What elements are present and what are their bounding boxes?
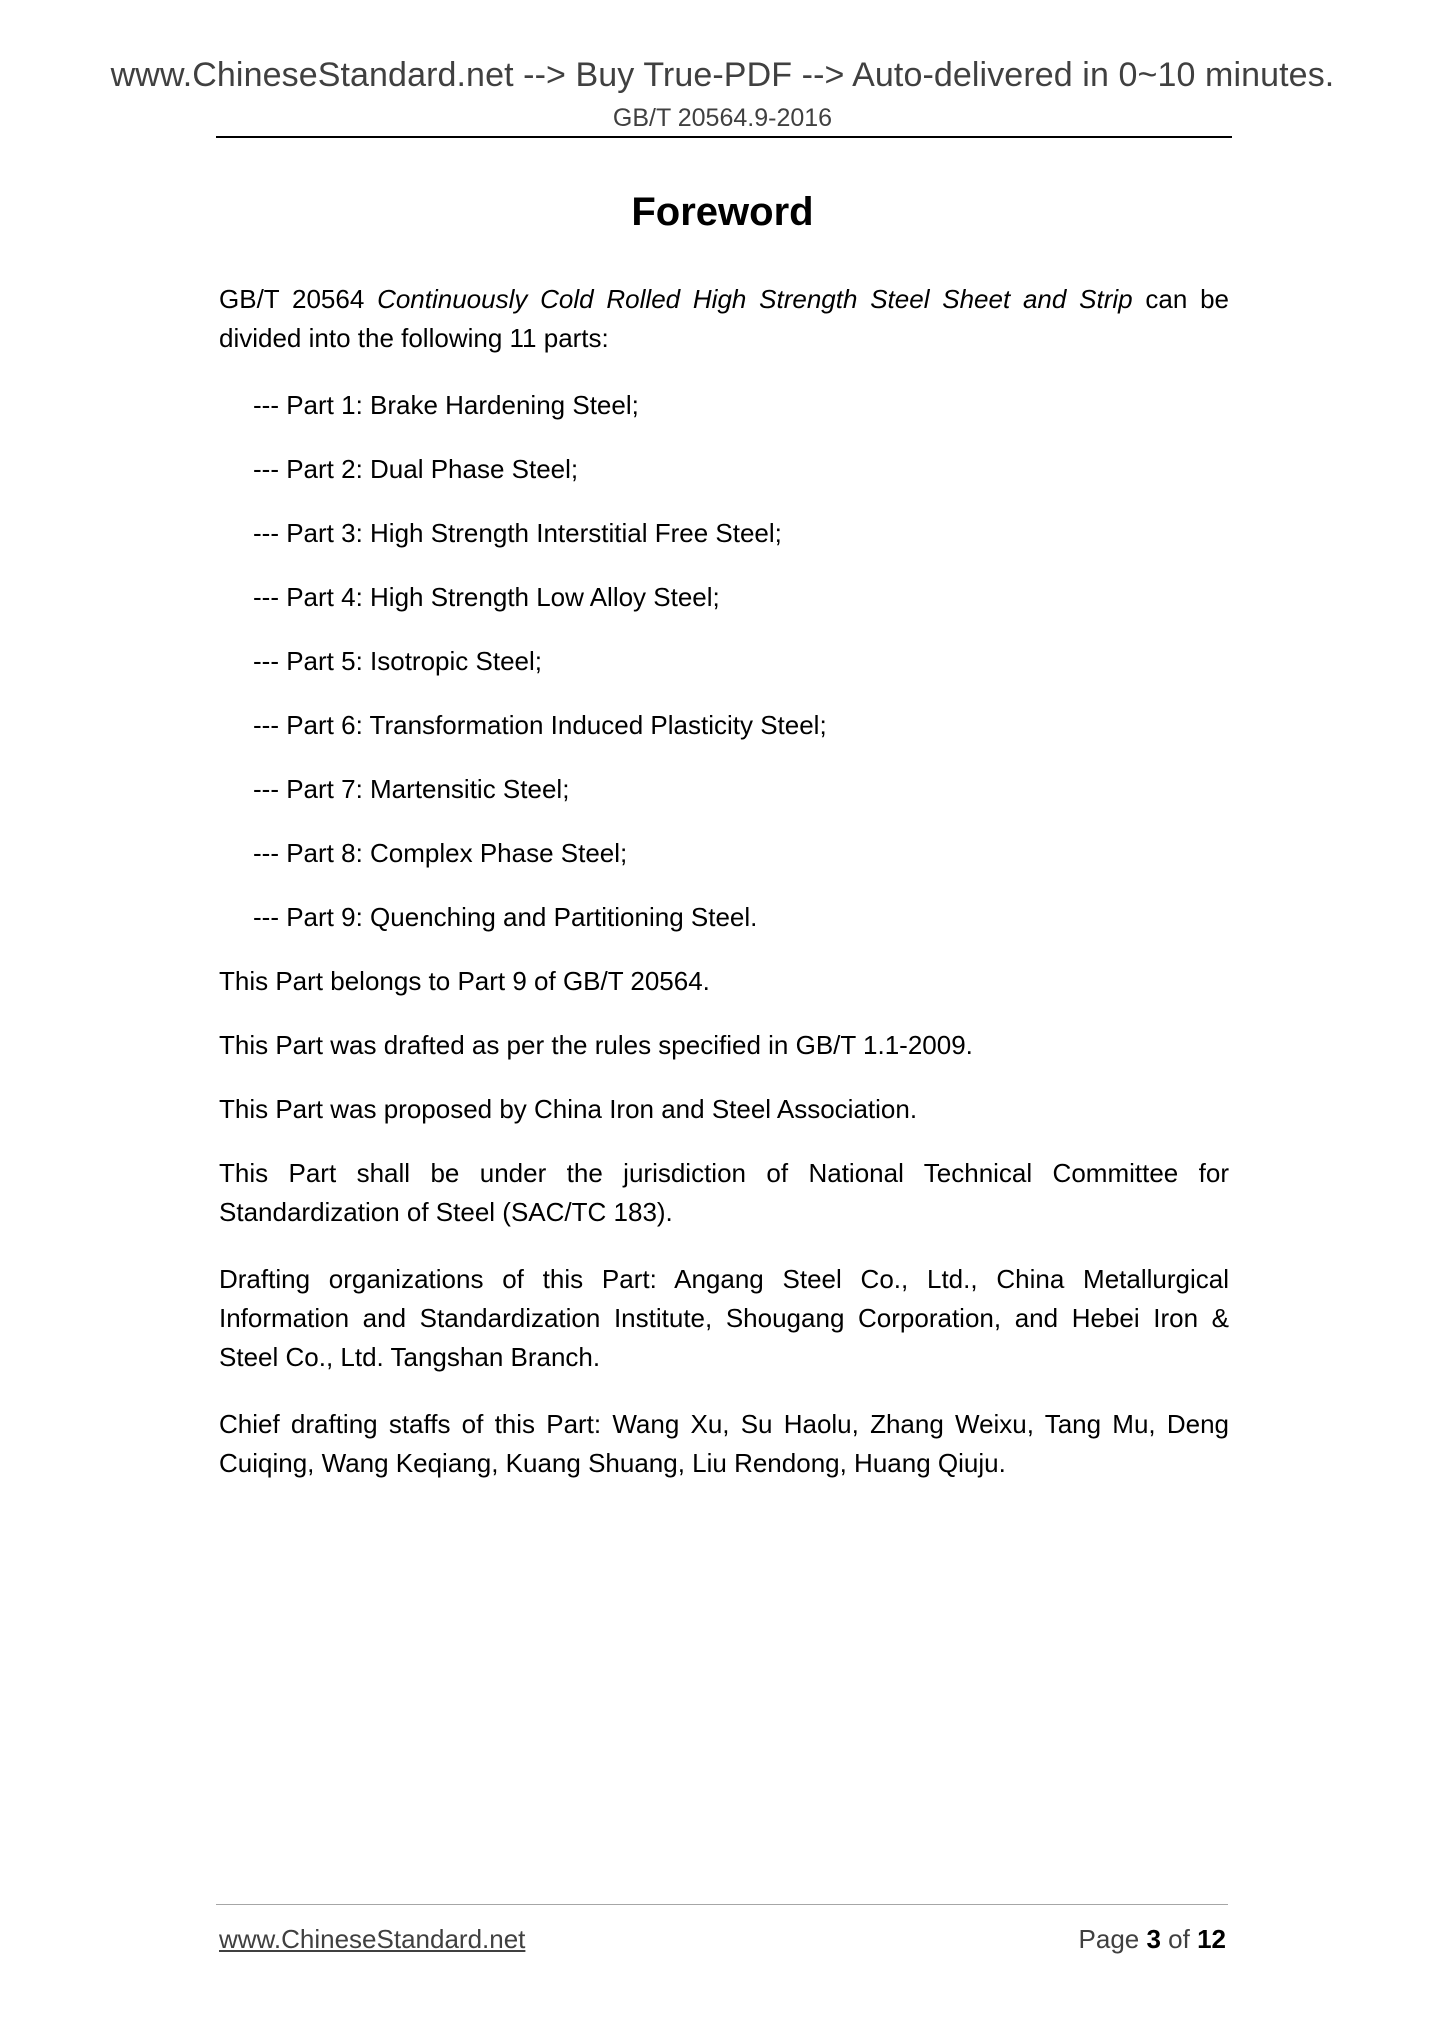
part-list-item: --- Part 5: Isotropic Steel;	[253, 646, 542, 676]
foreword-body	[219, 280, 1229, 1511]
part-list-item: --- Part 6: Transformation Induced Plasticity Steel;	[253, 710, 827, 740]
body-paragraph: This Part was proposed by China Iron and Steel Association.	[219, 1094, 918, 1124]
current-page: 3	[1146, 1924, 1161, 1954]
footer-site-link[interactable]: www.ChineseStandard.net	[219, 1924, 526, 1954]
standard-title: Continuously Cold Rolled High Strength Steel Sheet and Strip	[377, 284, 1133, 314]
part-list-item: --- Part 9: Quenching and Partitioning Steel.	[253, 902, 758, 932]
document-id: GB/T 20564.9-2016	[612, 104, 833, 132]
part-list-item: --- Part 3: High Strength Interstitial Free Steel;	[253, 518, 782, 548]
page-label: Page	[1078, 1924, 1147, 1954]
top-banner: www.ChineseStandard.net --> Buy True-PDF --> Auto-delivered in 0~10 minutes.	[110, 56, 1335, 94]
body-paragraph: This Part was drafted as per the rules specified in GB/T 1.1-2009.	[219, 1030, 973, 1060]
body-paragraph: This Part belongs to Part 9 of GB/T 20564.	[219, 966, 710, 996]
part-list-item: --- Part 4: High Strength Low Alloy Steel;	[253, 582, 720, 612]
body-paragraph: Chief drafting staffs of this Part: Wang Xu, Su Haolu, Zhang Weixu, Tang Mu, Deng Cuiqing, Wang Keqiang, Kuang Shuang, Liu Rendong, Huang Qiuju.	[219, 1409, 1229, 1478]
part-list-item: --- Part 1: Brake Hardening Steel;	[253, 390, 639, 420]
page-title: Foreword	[631, 190, 814, 234]
body-paragraph: Drafting organizations of this Part: Angang Steel Co., Ltd., China Metallurgical Information and Standardization Institute, Shougang Corporation, and Hebei Iron & Steel Co., Ltd. Tangshan Branch.	[219, 1264, 1229, 1372]
header-divider	[216, 136, 1232, 138]
footer-divider	[216, 1904, 1228, 1905]
part-list-item: --- Part 2: Dual Phase Steel;	[253, 454, 579, 484]
intro-suffix: can be divided into the following 11 parts:	[219, 284, 1229, 353]
page-number	[1000, 1924, 1226, 1955]
page-of-label: of	[1160, 1924, 1198, 1954]
intro-prefix: GB/T 20564	[219, 284, 378, 314]
intro-paragraph	[219, 280, 1229, 358]
part-list-item: --- Part 7: Martensitic Steel;	[253, 774, 570, 804]
total-pages: 12	[1197, 1924, 1226, 1954]
part-list-item: --- Part 8: Complex Phase Steel;	[253, 838, 628, 868]
body-paragraph: This Part shall be under the jurisdiction of National Technical Committee for Standardization of Steel (SAC/TC 183).	[219, 1158, 1229, 1227]
